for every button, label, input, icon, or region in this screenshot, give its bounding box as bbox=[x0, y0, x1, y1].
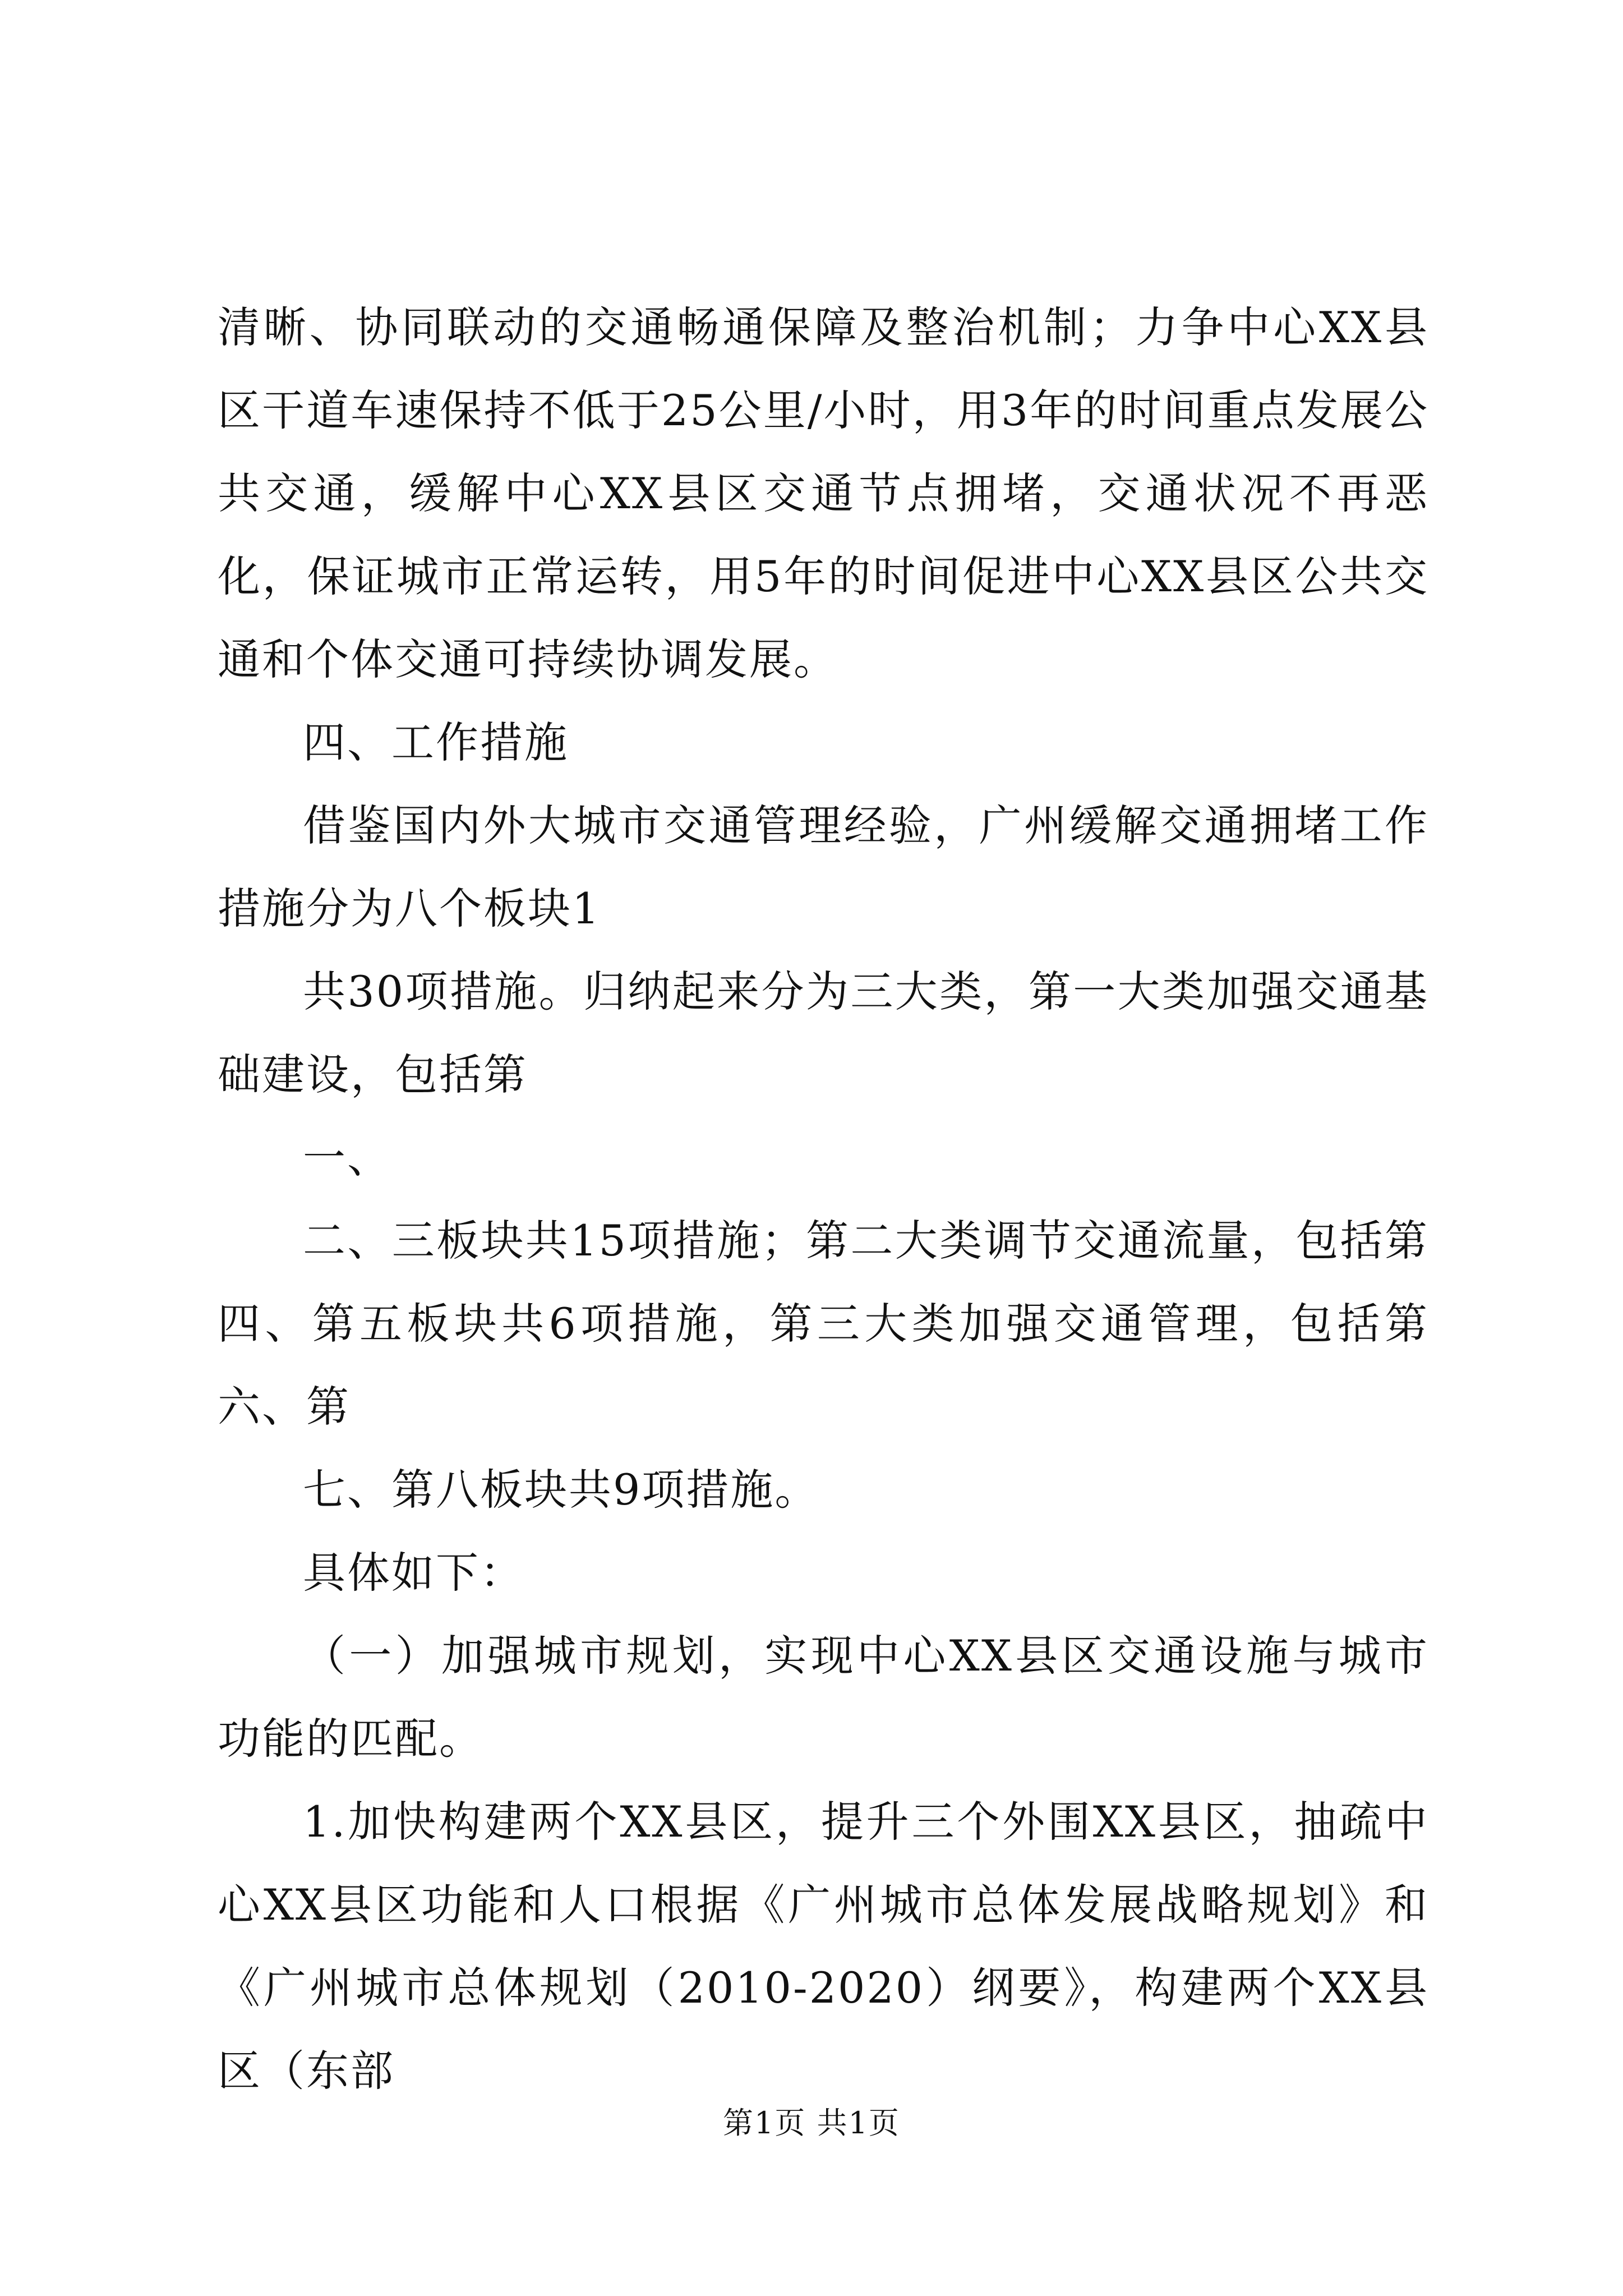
paragraph-7: 七、第八板块共9项措施。 bbox=[303, 1465, 819, 1515]
document-body bbox=[218, 286, 1429, 2113]
paragraph-10: 1.加快构建两个XX县区，提升三个外围XX县区，抽疏中心XX县区功能和人口根据《广州城市总体发展战略规划》和《广州城市总体规划（2010-2020）纲要》，构建两个XX县区（东部 bbox=[218, 1797, 1429, 2096]
paragraph-3: 借鉴国内外大城市交通管理经验，广州缓解交通拥堵工作措施分为八个板块1 bbox=[218, 800, 1429, 933]
paragraph-1: 清晰、协同联动的交通畅通保障及整治机制；力争中心XX县区干道车速保持不低于25公里/小时，用3年的时间重点发展公共交通，缓解中心XX县区交通节点拥堵，交通状况不再恶化，保证城市正常运转，用5年的时间促进中心XX县区公共交通和个体交通可持续协调发展。 bbox=[218, 302, 1429, 684]
page-footer: 第1页 共1页 bbox=[723, 2105, 900, 2141]
subsection-heading-1: （一）加强城市规划，实现中心XX县区交通设施与城市功能的匹配。 bbox=[218, 1631, 1429, 1764]
paragraph-4: 共30项措施。归纳起来分为三大类，第一大类加强交通基础建设，包括第 bbox=[218, 967, 1429, 1099]
paragraph-8: 具体如下： bbox=[303, 1548, 524, 1598]
section-heading-work-measures: 四、工作措施 bbox=[303, 717, 569, 767]
paragraph-6: 二、三板块共15项措施；第二大类调节交通流量，包括第四、第五板块共6项措施，第三大类加强交通管理，包括第六、第 bbox=[218, 1216, 1429, 1432]
paragraph-5: 一、 bbox=[303, 1133, 391, 1182]
